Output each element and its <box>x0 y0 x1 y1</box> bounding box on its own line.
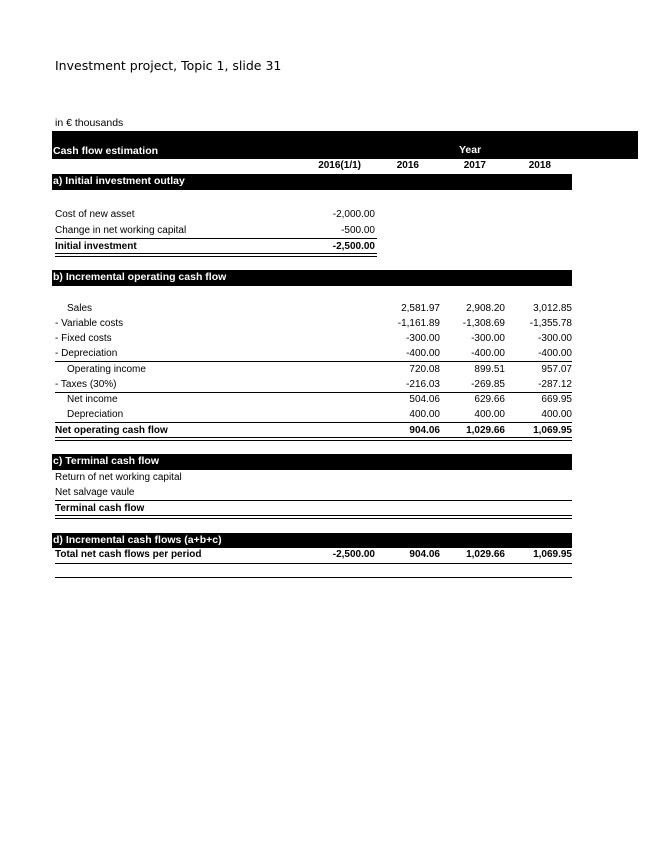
cell-value: -1,161.89 <box>397 318 440 329</box>
column-header-2016: 2016 <box>396 160 419 171</box>
cell-value: -300.00 <box>471 333 505 344</box>
divider <box>55 361 572 362</box>
row-label: Sales <box>67 303 93 314</box>
column-header-2016-1-1: 2016(1/1) <box>318 160 361 171</box>
cell-value: -500.00 <box>341 225 375 236</box>
cell-value: 629.66 <box>474 394 505 405</box>
section-b-title: b) Incremental operating cash flow <box>53 271 227 283</box>
double-underline <box>55 515 572 519</box>
cell-value: 2,908.20 <box>466 303 505 314</box>
row-label: Operating income <box>67 364 146 375</box>
cell-value: -1,355.78 <box>529 318 572 329</box>
band-title: Cash flow estimation <box>53 145 159 157</box>
cell-value: 899.51 <box>474 364 505 375</box>
cell-value: -269.85 <box>471 379 505 390</box>
table-row <box>55 209 572 224</box>
cell-value: -2,500.00 <box>332 241 375 252</box>
cell-value: 1,029.66 <box>466 425 505 436</box>
row-label: Initial investment <box>55 241 137 252</box>
cell-value: -300.00 <box>406 333 440 344</box>
cell-value: 400.00 <box>409 409 440 420</box>
cell-value: -400.00 <box>471 348 505 359</box>
table-row <box>55 303 572 318</box>
cell-value: -300.00 <box>538 333 572 344</box>
row-label: Total net cash flows per period <box>55 549 202 560</box>
row-label: - Depreciation <box>55 348 118 359</box>
section-c-header <box>52 454 572 470</box>
divider <box>55 563 572 564</box>
cell-value: 400.00 <box>474 409 505 420</box>
cell-value: 3,012.85 <box>533 303 572 314</box>
cell-value: 904.06 <box>409 549 440 560</box>
cell-value: 904.06 <box>409 425 440 436</box>
cell-value: -216.03 <box>406 379 440 390</box>
table-row <box>55 394 572 409</box>
divider <box>55 500 572 501</box>
section-d-title: d) Incremental cash flows (a+b+c) <box>53 534 222 546</box>
table-row <box>55 333 572 348</box>
row-label: Return of net working capital <box>55 472 182 483</box>
row-label: Cost of new asset <box>55 209 135 220</box>
units-label: in € thousands <box>55 117 124 129</box>
cell-value: -2,000.00 <box>332 209 375 220</box>
cell-value: -1,308.69 <box>462 318 505 329</box>
double-underline <box>55 253 377 257</box>
year-label: Year <box>459 144 482 156</box>
section-c-title: c) Terminal cash flow <box>53 455 159 467</box>
cell-value: 400.00 <box>541 409 572 420</box>
table-row <box>55 318 572 333</box>
section-a-title: a) Initial investment outlay <box>53 175 185 187</box>
row-label: Net operating cash flow <box>55 425 168 436</box>
table-row <box>55 364 572 379</box>
column-header-2017: 2017 <box>463 160 486 171</box>
cell-value: 504.06 <box>409 394 440 405</box>
row-label: - Taxes (30%) <box>55 379 117 390</box>
cell-value: 1,069.95 <box>533 549 572 560</box>
cash-flow-header-band <box>52 131 638 159</box>
cell-value: 669.95 <box>541 394 572 405</box>
divider <box>55 392 572 393</box>
cell-value: 957.07 <box>541 364 572 375</box>
double-underline <box>55 437 572 441</box>
row-label: - Fixed costs <box>55 333 112 344</box>
cell-value: -2,500.00 <box>332 549 375 560</box>
cell-value: 720.08 <box>409 364 440 375</box>
section-b-header <box>52 270 572 286</box>
cell-value: -400.00 <box>538 348 572 359</box>
cell-value: 1,069.95 <box>533 425 572 436</box>
row-label: - Variable costs <box>55 318 124 329</box>
column-header-2018: 2018 <box>528 160 551 171</box>
divider <box>55 422 572 423</box>
row-label: Net income <box>67 394 118 405</box>
cell-value: 2,581.97 <box>401 303 440 314</box>
cell-value: 1,029.66 <box>466 549 505 560</box>
divider <box>55 238 377 239</box>
row-label: Terminal cash flow <box>55 503 145 514</box>
table-row <box>55 472 572 487</box>
divider <box>55 577 572 578</box>
page-title: Investment project, Topic 1, slide 31 <box>55 58 282 73</box>
cell-value: -400.00 <box>406 348 440 359</box>
cell-value: -287.12 <box>538 379 572 390</box>
row-label: Depreciation <box>67 409 124 420</box>
section-d-header <box>52 533 572 548</box>
table-total-row <box>55 549 572 564</box>
row-label: Net salvage vaule <box>55 487 135 498</box>
section-a-header <box>52 174 572 190</box>
row-label: Change in net working capital <box>55 225 187 236</box>
